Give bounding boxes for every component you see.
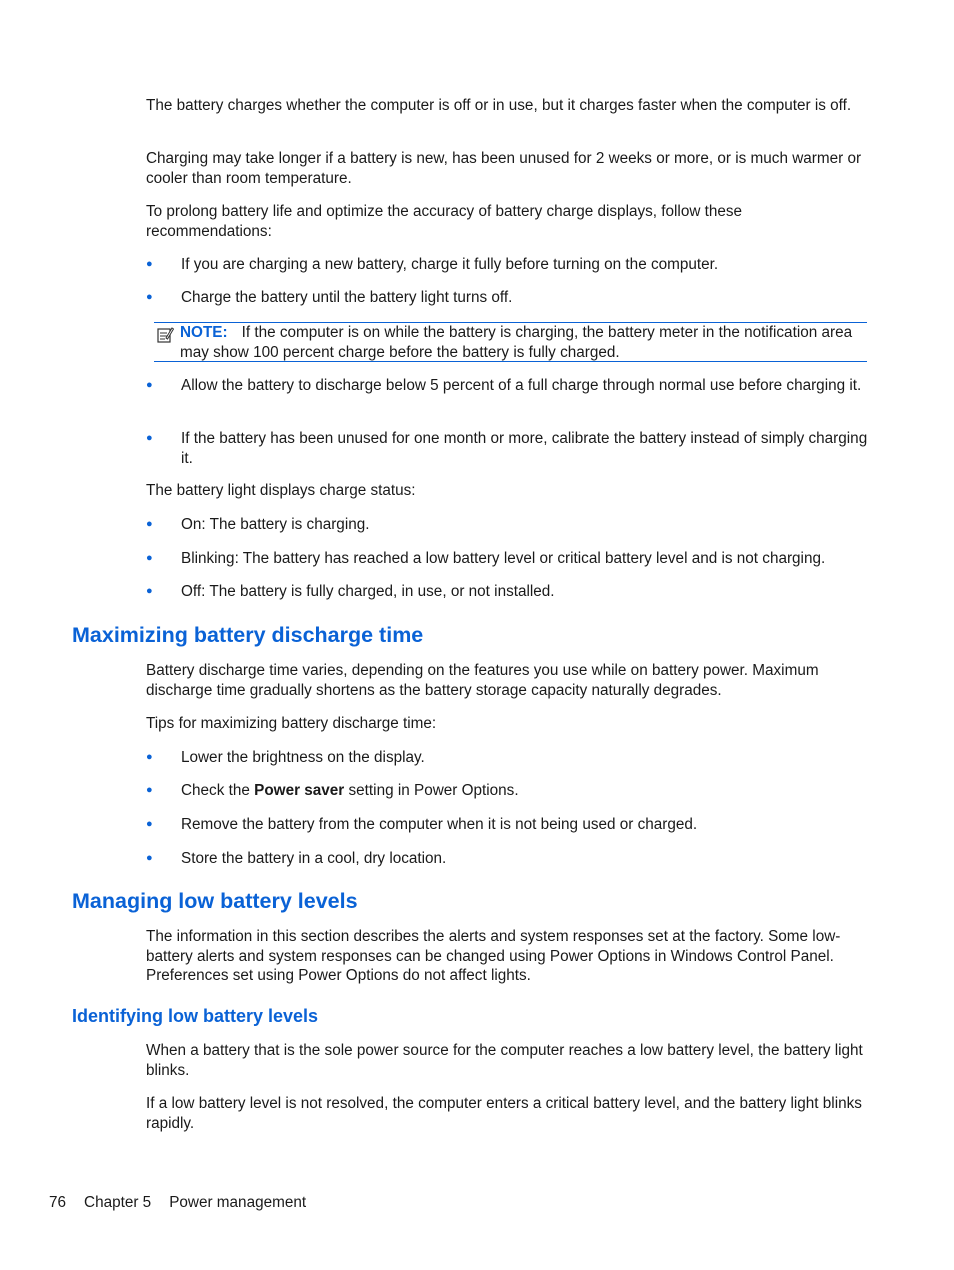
- bullet-icon: ●: [146, 751, 153, 763]
- power-saver-setting: Power saver: [254, 782, 345, 799]
- bullet-icon: ●: [146, 518, 153, 530]
- footer-chapter: Chapter 5: [84, 1194, 152, 1211]
- list-item-text: If the battery has been unused for one month or more, calibrate the battery instead of simply charging it.: [181, 430, 868, 467]
- subsection-heading-identifying: Identifying low battery levels: [72, 1006, 319, 1026]
- paragraph-discharge-intro: Battery discharge time varies, depending on the features you use while on battery power. Maximum discharge time gradually shortens as the battery storage capacity naturally degrades.: [146, 662, 819, 699]
- bullet-icon: ●: [146, 258, 153, 270]
- bullet-icon: ●: [146, 585, 153, 597]
- list-item-text: Remove the battery from the computer when it is not being used or charged.: [181, 816, 698, 833]
- list-item-text: [181, 781, 871, 801]
- note-text: [180, 323, 870, 362]
- paragraph-light-status: The battery light displays charge status:: [146, 482, 416, 499]
- page-number: 76: [49, 1194, 67, 1211]
- bullet-icon: ●: [146, 552, 153, 564]
- list-item-text: If you are charging a new battery, charge it fully before turning on the computer.: [181, 256, 719, 273]
- list-item-text: Blinking: The battery has reached a low battery level or critical battery level and is not charging.: [181, 550, 826, 567]
- note-label: NOTE:: [180, 324, 228, 341]
- paragraph-critical-level: If a low battery level is not resolved, the computer enters a critical battery level, and the battery light blinks rapidly.: [146, 1095, 862, 1132]
- footer-title: Power management: [169, 1194, 307, 1211]
- page-footer: [49, 1193, 324, 1213]
- paragraph-charging-speed: The battery charges whether the computer is off or in use, but it charges faster when the computer is off.: [146, 97, 852, 114]
- bullet-icon: ●: [146, 852, 153, 864]
- tip-text-post: setting in Power Options.: [344, 782, 519, 799]
- section-heading-managing: Managing low battery levels: [72, 889, 358, 913]
- paragraph-low-level: When a battery that is the sole power source for the computer reaches a low battery level, the battery light blinks.: [146, 1042, 863, 1079]
- tip-text-pre: Check the: [181, 782, 255, 799]
- bullet-icon: ●: [146, 784, 153, 796]
- section-heading-maximizing: Maximizing battery discharge time: [72, 623, 424, 647]
- list-item-text: Lower the brightness on the display.: [181, 749, 425, 766]
- paragraph-tips-intro: Tips for maximizing battery discharge time:: [146, 715, 437, 732]
- note-icon: [156, 326, 174, 344]
- bullet-icon: ●: [146, 432, 153, 444]
- paragraph-charging-time: Charging may take longer if a battery is new, has been unused for 2 weeks or more, or is much warmer or cooler than room temperature.: [146, 150, 862, 187]
- bullet-icon: ●: [146, 379, 153, 391]
- bullet-icon: ●: [146, 818, 153, 830]
- note-content: If the computer is on while the battery is charging, the battery meter in the notification area may show 100 percent charge before the battery is fully charged.: [180, 324, 853, 361]
- paragraph-recommendations-intro: To prolong battery life and optimize the accuracy of battery charge displays, follow these recommendations:: [146, 203, 743, 240]
- list-item-text: On: The battery is charging.: [181, 516, 370, 533]
- note-box: [154, 322, 867, 362]
- list-item-text: Charge the battery until the battery light turns off.: [181, 289, 513, 306]
- list-item-text: Allow the battery to discharge below 5 percent of a full charge through normal use before charging it.: [181, 377, 862, 394]
- list-item-text: Store the battery in a cool, dry location.: [181, 850, 447, 867]
- list-item-text: Off: The battery is fully charged, in use, or not installed.: [181, 583, 555, 600]
- bullet-icon: ●: [146, 291, 153, 303]
- paragraph-low-battery-intro: The information in this section describes the alerts and system responses set at the factory. Some low-battery alerts and system responses can be changed using Power Options in Windows Control Panel. Preferences set using Power Options do not affect lights.: [146, 928, 841, 984]
